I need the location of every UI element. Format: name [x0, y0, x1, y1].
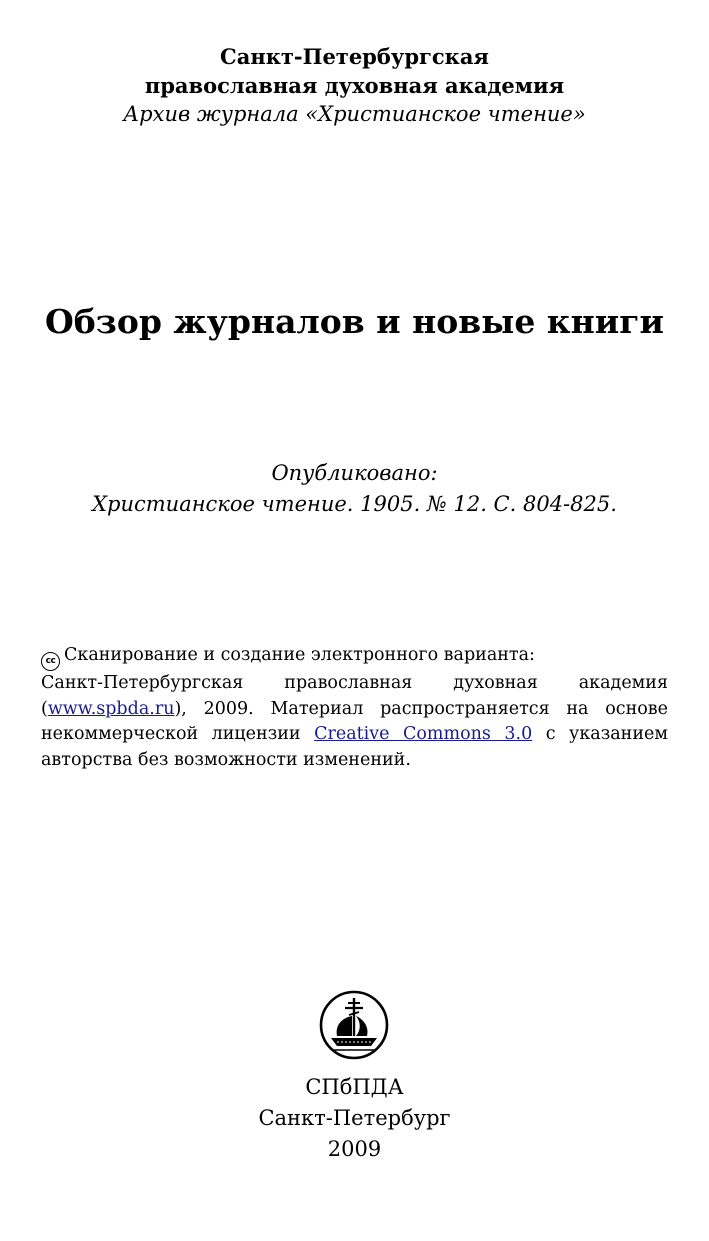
publisher-city: Санкт-Петербург: [258, 1106, 451, 1130]
citation: Христианское чтение. 1905. № 12. С. 804-825.: [92, 492, 617, 516]
document-title: Обзор журналов и новые книги: [45, 302, 664, 341]
license-terms: с указанием авторства без возможности изменений.: [41, 724, 668, 770]
creative-commons-icon: cc: [41, 652, 60, 671]
license-org: Санкт-Петербургская православная духовная академия (: [41, 673, 668, 719]
license-intro-line: [41, 643, 668, 671]
academy-name-line2: православная духовная академия: [144, 73, 565, 98]
archive-header: [0, 42, 709, 129]
academy-name-line1: Санкт-Петербургская: [220, 44, 489, 69]
license-intro: Сканирование и создание электронного варианта:: [64, 645, 535, 665]
license-notice: [41, 643, 668, 773]
published-label: Опубликовано:: [271, 461, 438, 485]
license-text: ), 2009. Материал распространяется на основе некоммерческой лицензии: [41, 698, 668, 745]
publication-info: [0, 458, 709, 520]
license-body: [41, 671, 668, 773]
publisher-footer: [0, 1072, 709, 1165]
publication-year: 2009: [327, 1137, 382, 1161]
ship-with-cross-logo: [319, 990, 389, 1060]
publisher-abbr: СПбПДА: [305, 1075, 404, 1099]
creative-commons-link[interactable]: Creative Commons 3.0: [314, 724, 533, 745]
archive-name: Архив журнала «Христианское чтение»: [123, 102, 586, 126]
spbda-site-link[interactable]: www.spbda.ru: [47, 698, 175, 719]
